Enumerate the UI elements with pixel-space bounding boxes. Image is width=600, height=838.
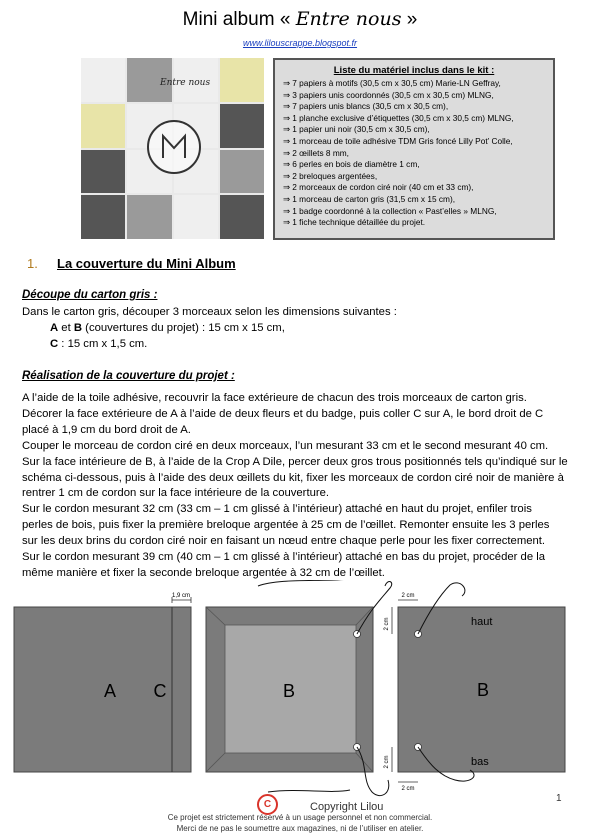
page-title — [0, 8, 600, 31]
list-item: ⇒ 1 badge coordonné à la collection « Past’elles » MLNG, — [283, 205, 497, 216]
list-item: ⇒ 7 papiers unis blancs (30,5 cm x 30,5 cm), — [283, 101, 449, 112]
diagram-cover-a — [14, 593, 191, 772]
collage-caption: Entre nous — [160, 78, 211, 88]
cover-diagrams — [0, 580, 600, 800]
diagram-cover-b-inside — [206, 580, 392, 796]
copyright-text: Copyright Lilou — [310, 801, 384, 813]
blog-link[interactable]: www.lilouscrappe.blogspot.fr — [242, 38, 358, 48]
dim-2cm-top-h: 2 cm — [401, 593, 415, 599]
cutting-heading: Découpe du carton gris : — [22, 289, 158, 301]
diagram-cover-b-outside — [384, 583, 565, 792]
cutting-intro: Dans le carton gris, découper 3 morceaux selon les dimensions suivantes : — [22, 306, 397, 318]
ab-dimensions: (couvertures du projet) : 15 cm x 15 cm, — [82, 322, 285, 334]
dim-1-9cm: 1,9 cm — [171, 593, 191, 599]
cutting-ab — [50, 321, 285, 337]
list-item: ⇒ 1 planche exclusive d’étiquettes (30,5 cm x 30,5 cm) MLNG, — [283, 112, 514, 123]
list-item: ⇒ 2 breloques argentées, — [283, 170, 378, 181]
list-item: ⇒ 1 papier uni noir (30,5 cm x 30,5 cm), — [283, 124, 430, 135]
c-dimensions: : 15 cm x 1,5 cm. — [58, 338, 148, 350]
realisation-text — [22, 391, 582, 582]
dim-2cm-bot-v: 2 cm — [384, 755, 390, 769]
materials-list — [283, 78, 545, 229]
list-item: ⇒ 1 morceau de toile adhésive TDM Gris foncé Lilly Pot’ Colle, — [283, 135, 513, 146]
list-item: ⇒ 1 morceau de carton gris (31,5 cm x 15 cm), — [283, 193, 456, 204]
title-quote-open: « — [279, 9, 296, 30]
text-line: sur les deux brins du cordon ciré noir en faisant un nœud entre chaque perle pour les fixer correctement. — [22, 535, 546, 548]
and-text: et — [58, 322, 74, 334]
label-a: A — [50, 322, 59, 334]
dim-2cm-top-v: 2 cm — [384, 617, 390, 631]
cutting-c — [50, 337, 147, 353]
text-line: Couper le morceau de cordon ciré en deux morceaux, l’un mesurant 33 cm et le second mesurant 40 cm. — [22, 439, 549, 452]
label-c: C — [50, 338, 59, 350]
title-quote-close: » — [401, 9, 418, 30]
list-item: ⇒ 6 perles en bois de diamètre 1 cm, — [283, 159, 420, 170]
brand-logo-icon — [147, 120, 201, 174]
section-title: La couverture du Mini Album — [57, 256, 236, 271]
diagram-label-b-outside: B — [476, 680, 490, 700]
text-line: Décorer la face extérieure de A à l’aide de deux fleurs et du badge, puis coller C sur A, le bord droit de C — [22, 407, 544, 420]
title-script: Entre nous — [295, 8, 402, 30]
section-number: 1. — [27, 256, 38, 271]
page-number: 1 — [556, 793, 562, 804]
label-bas: bas — [471, 756, 489, 768]
list-item: ⇒ 3 papiers unis coordonnés (30,5 cm x 30,5 cm) MLNG, — [283, 89, 494, 100]
diagram-label-b-inside: B — [282, 681, 296, 701]
diagram-label-a: A — [103, 681, 117, 701]
dim-2cm-bot-h: 2 cm — [401, 786, 415, 792]
text-line: perles de bois, puis fixer la première breloque argentée à 25 cm de l’œillet. Remonter ensuite les 3 perles — [22, 519, 550, 532]
footer-line-1: Ce projet est strictement réservé à un usage personnel et non commercial. — [167, 813, 433, 822]
list-item: ⇒ 2 œillets 8 mm, — [283, 147, 349, 158]
text-line: Sur le cordon mesurant 32 cm (33 cm – 1 cm glissé à l’intérieur) attaché en haut du projet, enfiler trois — [22, 503, 532, 516]
list-item: ⇒ 2 morceaux de cordon ciré noir (40 cm et 33 cm), — [283, 182, 474, 193]
materials-box — [273, 58, 555, 240]
list-item: ⇒ 7 papiers à motifs (30,5 cm x 30,5 cm) Marie-LN Geffray, — [283, 78, 501, 88]
text-line: Sur le cordon mesurant 39 cm (40 cm – 1 cm glissé à l’intérieur) attaché en bas du projet, procéder de la — [22, 551, 546, 564]
label-haut: haut — [471, 616, 493, 628]
title-main: Mini album — [182, 9, 280, 30]
label-b: B — [73, 322, 83, 334]
footer-line-2: Merci de ne pas le soumettre aux magazines, ni de l’utiliser en atelier. — [176, 824, 424, 833]
text-line: même manière et fixer la seconde breloque argentée à 32 cm de l’œillet. — [22, 566, 385, 579]
text-line: placé à 1,9 cm du bord droit de A. — [22, 423, 191, 436]
text-line: rentrer 1 cm de cordon sur la face intérieure de la couverture. — [22, 487, 330, 500]
realisation-heading: Réalisation de la couverture du projet : — [22, 370, 235, 382]
copyright-logo-icon: C — [257, 794, 278, 815]
diagram-label-c: C — [153, 681, 167, 701]
materials-title: Liste du matériel inclus dans le kit : — [333, 65, 495, 76]
text-line: Sur la face intérieure de B, à l’aide de la Crop A Dile, percer deux gros trous positionnés tels qu’indiqué sur le — [22, 455, 568, 468]
text-line: schéma ci-dessous, puis à l’aide des deux œillets du kit, fixer les morceaux de cordon ciré noir de manière à — [22, 471, 564, 484]
text-line: A l’aide de la toile adhésive, recouvrir la face extérieure de chacun des trois morceaux de carton gris. — [22, 392, 527, 404]
list-item: ⇒ 1 fiche technique détaillée du projet. — [283, 217, 426, 228]
